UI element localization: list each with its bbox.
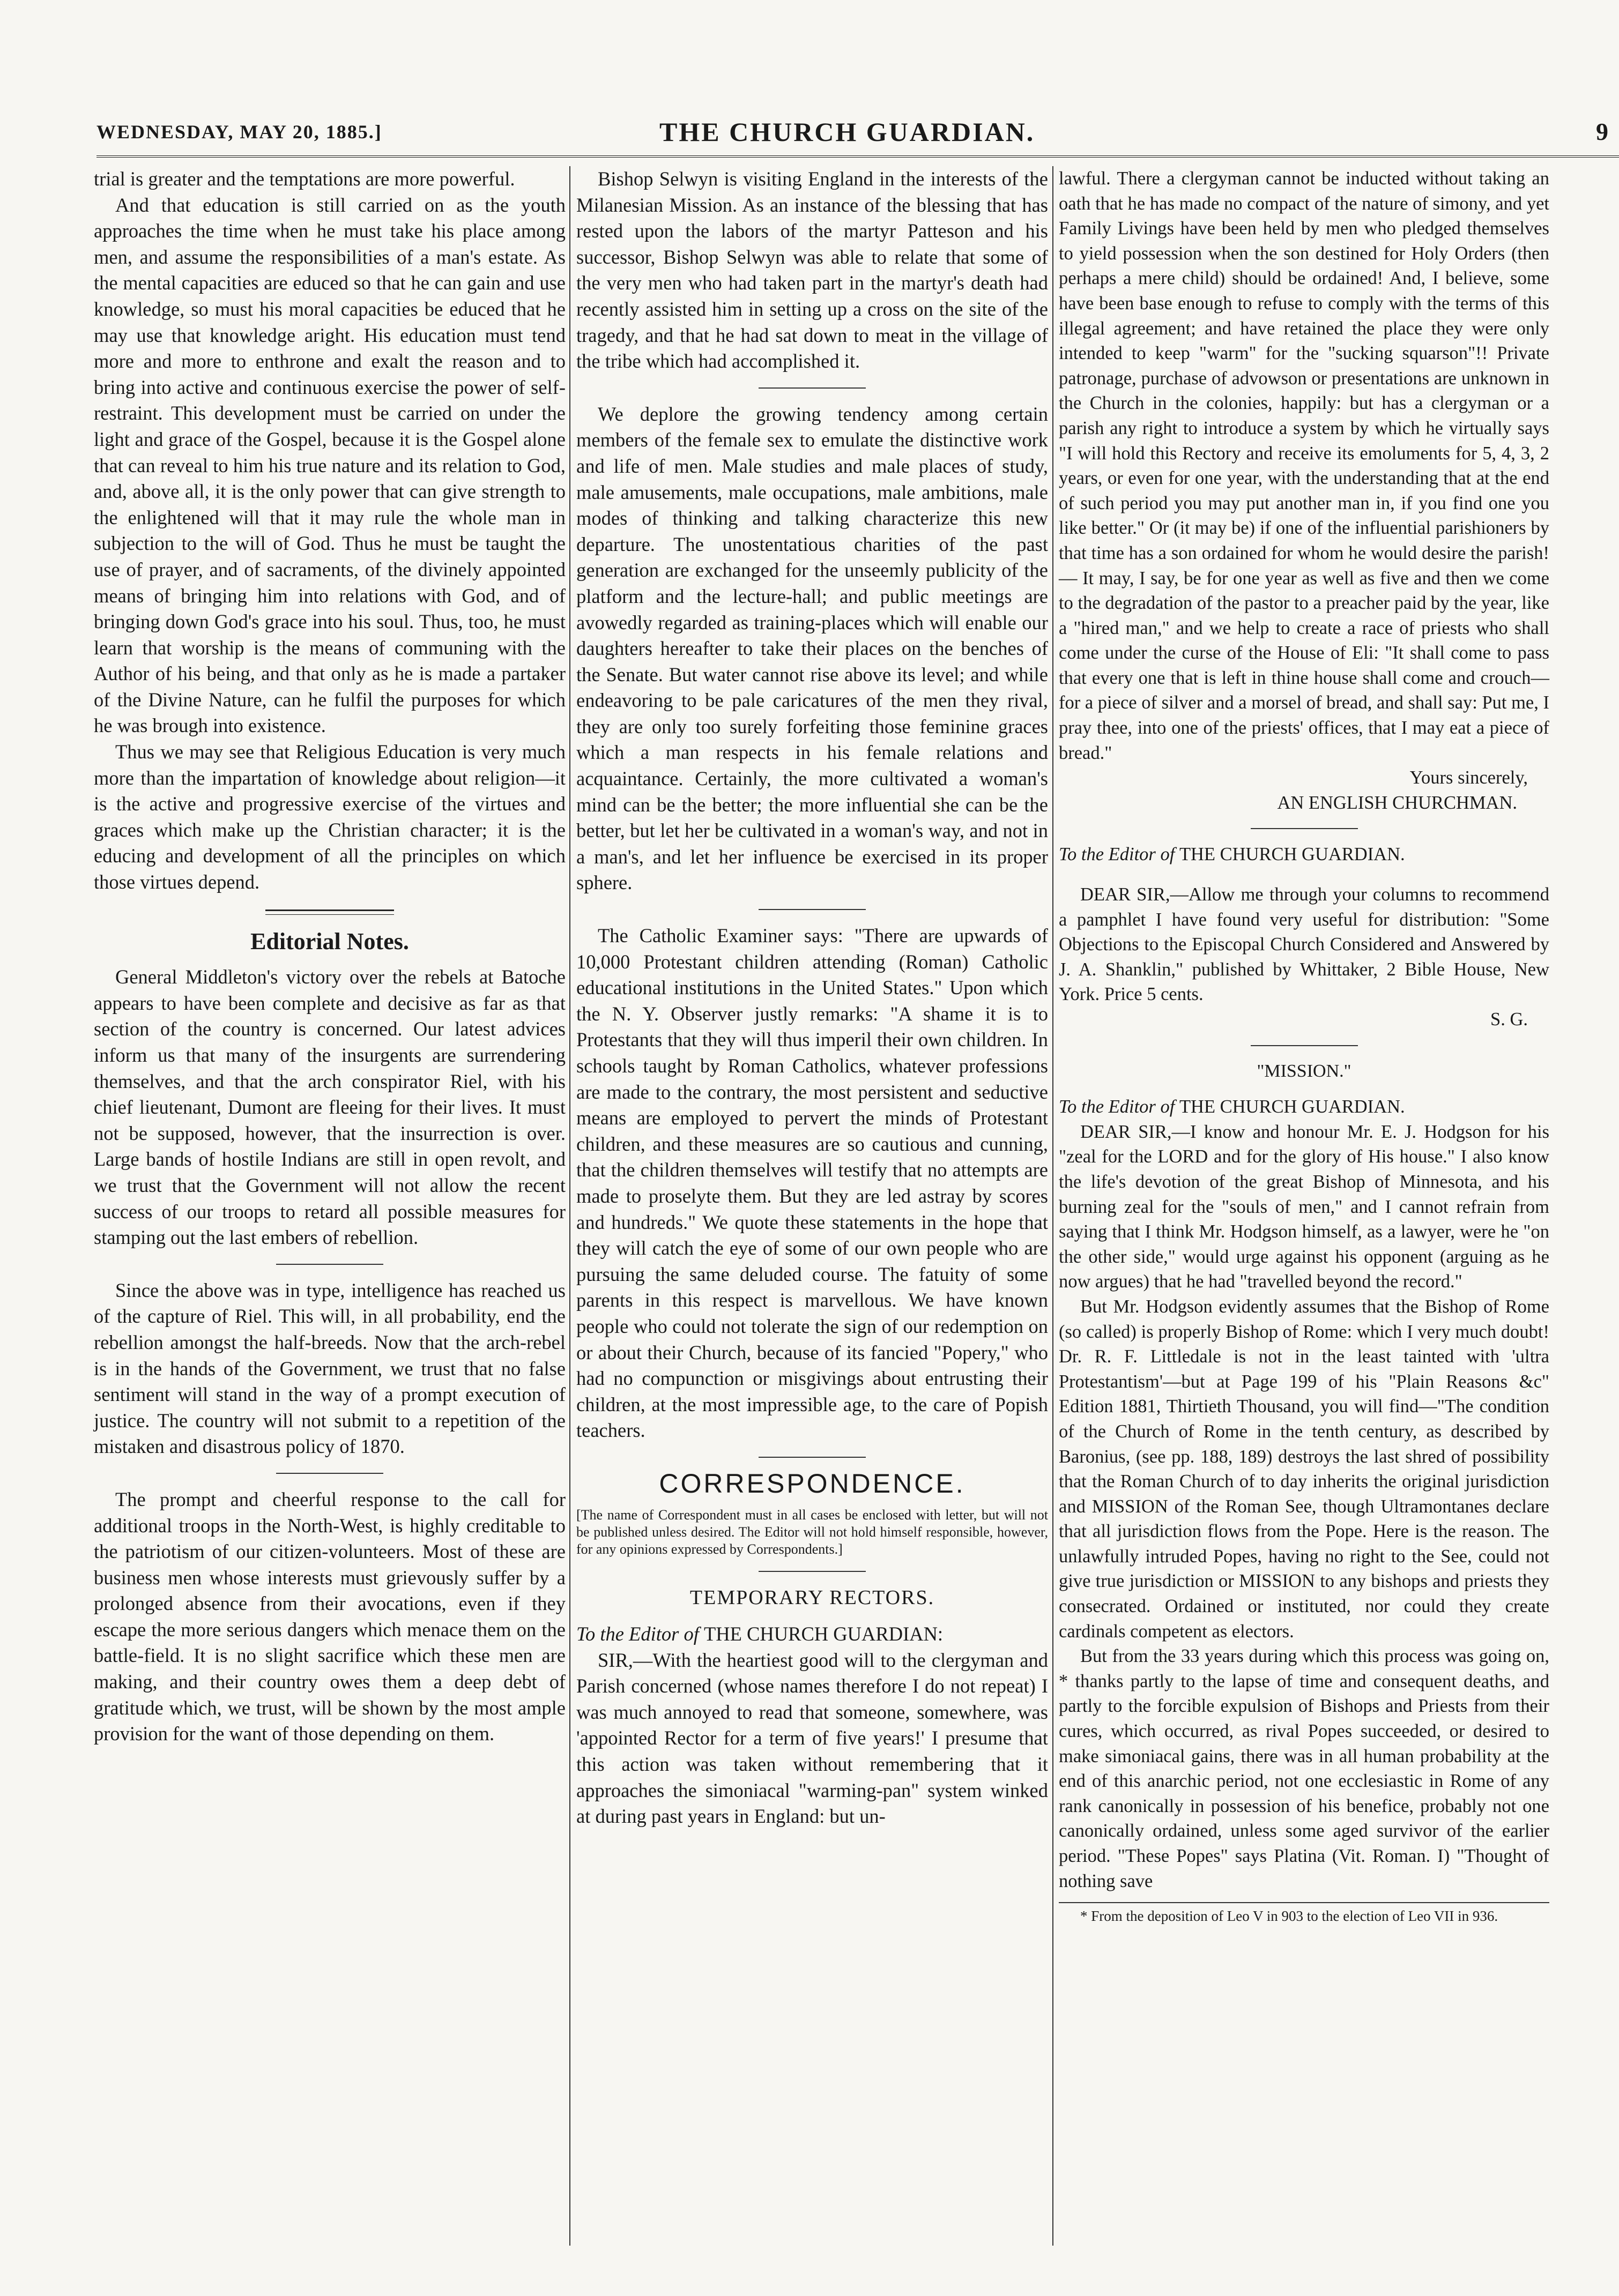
masthead bbox=[96, 115, 1619, 158]
paragraph: DEAR SIR,—Allow me through your columns to recommend a pamphlet I have found very useful for distribution: "Some Objections to the Episcopal Church Considered and Answered by J. A. Shanklin," published by Whittaker, 2 Bible House, New York. Price 5 cents. bbox=[1059, 884, 1549, 1005]
paragraph: We deplore the growing tendency among certain members of the female sex to emulate the distinctive work and life of men. Male studies and male places of study, male amusements, male occupations, male ambitions, male modes of thinking and talking characterize this new departure. The unostentatious charities of the past generation are exchanged for the unseemly publicity of the platform and the lecture-hall; and public meetings are avowedly regarded as training-places which will enable our daughters hereafter to take their places on the benches of the Senate. But water cannot rise above its level; and while endeavoring to be pale caricatures of the men they rival, they are only too surely forfeiting those feminine graces which a man respects in his female relations and acquaintance. Certainly, the more cultivated a woman's mind can be the better; the more influential she can be the better, but let her be cultivated in a woman's way, and not in a man's, and let her influence be exercised in its proper sphere. bbox=[576, 402, 1048, 894]
item-divider bbox=[276, 1264, 383, 1265]
item-divider bbox=[1251, 1045, 1358, 1046]
issue-date: WEDNESDAY, MAY 20, 1885.] bbox=[96, 121, 382, 143]
paragraph: Since the above was in type, intelligence has reached us of the capture of Riel. This will, in all probability, end the rebellion amongst the half-breeds. Now that the arch-rebel is in the hands of the Government, we trust that no false sentiment will stand in the way of a prompt execution of justice. The country will not submit to a repetition of the mistaken and disastrous policy of 1870. bbox=[94, 1279, 566, 1458]
item-divider bbox=[759, 1457, 866, 1458]
footnote: * From the deposition of Leo V in 903 to the election of Leo VII in 936. bbox=[1080, 1908, 1498, 1925]
column-1 bbox=[94, 166, 566, 2246]
letter-salutation-line bbox=[1059, 1094, 1549, 1120]
section-rule bbox=[265, 910, 394, 915]
section-heading-correspondence: CORRESPONDENCE. bbox=[659, 1468, 966, 1499]
letter-salutation-line bbox=[576, 1621, 1048, 1648]
letter-signoff: Yours sincerely, bbox=[1409, 767, 1528, 788]
item-divider bbox=[276, 1473, 383, 1474]
letter-salutation-line bbox=[1059, 842, 1549, 867]
paragraph: DEAR SIR,—I know and honour Mr. E. J. Hodgson for his "zeal for the LORD and for the glory of His house." I also know the life's devotion of the great Bishop of Minnesota, and his burning zeal for the "souls of men," and I cannot refrain from saying that I think Mr. Hodgson himself, as a lawyer, were he "on the other side," would urge against his opponent (arguing as he now argues) that he had "travelled beyond the record." bbox=[1059, 1121, 1549, 1292]
section-heading-editorial-notes: Editorial Notes. bbox=[250, 928, 409, 955]
column-divider bbox=[569, 166, 570, 2246]
item-divider bbox=[759, 909, 866, 910]
paper-name: THE CHURCH GUARDIAN: bbox=[703, 1623, 944, 1645]
letter-signature: S. G. bbox=[1490, 1009, 1528, 1030]
paragraph: lawful. There a clergyman cannot be inducted without taking an oath that he has made no compact of the nature of simony, and yet Family Livings have been held by men who pledged themselves to yield possession when the son destined for Holy Orders (then perhaps a mere child) should be ordained! And, I believe, some have been base enough to refuse to comply with the terms of this illegal agreement; and have retained the place they were only intended to keep "warm" for the "sucking squarson"!! Private patronage, purchase of advowson or presentations are unknown in the Church in the colonies, happily: but has a clergyman or a parish any right to introduce a system by which he virtually says "I will hold this Rectory and receive its emoluments for 5, 4, 3, 2 years, or even for one year, with the understanding that at the end of such period you may put another man in, if you find one you like better." Or (it may be) if one of the influential parishioners by that time has a son ordained for whom he would desire the parish!— It may, I say, be for one year as well as five and then we come to the degradation of the pastor to a preacher paid by the year, like a "hired man," and we help to create a race of priests who shall come under the curse of the House of Eli: "It shall come to pass that every one that is left in thine house shall come and crouch—for a piece of silver and a morsel of bread, and shall say: Put me, I pray thee, into one of the priests' offices, that I may eat a piece of bread." bbox=[1059, 168, 1549, 763]
paragraph: SIR,—With the heartiest good will to the clergyman and Parish concerned (whose names therefore I do not repeat) I was much annoyed to read that someone, somewhere, was 'appointed Rector for a term of five years!' I presume that this action was taken without remembering that it approaches the simoniacal "warming-pan" system winked at during past years in England: but un- bbox=[576, 1649, 1048, 1828]
column-divider bbox=[1052, 166, 1053, 2246]
newspaper-title: THE CHURCH GUARDIAN. bbox=[659, 117, 1035, 147]
item-divider bbox=[1251, 828, 1358, 829]
to-editor-label: To the Editor of bbox=[1059, 1097, 1175, 1117]
correspondence-note: [The name of Correspondent must in all cases be enclosed with letter, but will not be published unless desired. The Editor will not hold himself responsible, however, for any opinions expressed by Correspondents.] bbox=[576, 1507, 1048, 1557]
paper-name: THE CHURCH GUARDIAN. bbox=[1179, 1097, 1405, 1117]
paragraph: But Mr. Hodgson evidently assumes that the Bishop of Rome (so called) is properly Bishop of Rome: which I very much doubt! Dr. R. F. Littledale is not in the least tainted with 'ultra Protestantism'—but at Page 199 of his "Plain Reasons &c" Edition 1881, Thirtieth Thousand, you will find—"The condition of the Church of Rome in the tenth century, as described by Baronius, (see pp. 188, 189) destroys the last shred of possibility that the Roman Church of to day inherits the original jurisdiction and MISSION of the Roman See, though Ultramontanes declare that all jurisdiction flows from the Pope. Here is the reason. The unlawfully intruded Popes, having no right to the See, could not give true jurisdiction or MISSION to any bishops and priests they consecrated. Ordained or instituted, nor could they create cardinals competent as electors. bbox=[1059, 1296, 1549, 1642]
paragraph: Bishop Selwyn is visiting England in the interests of the Milanesian Mission. As an instance of the blessing that has rested upon the labors of the martyr Patteson and his successor, Bishop Selwyn was able to relate that some of the very men who had taken part in the martyr's death had recently assisted him in setting up a cross on the site of the tragedy, and that he had sat down to meat in the village of the tribe which had accomplished it. bbox=[576, 168, 1048, 372]
item-divider bbox=[759, 1571, 866, 1572]
letter-heading-mission: "MISSION." bbox=[1257, 1061, 1351, 1081]
paragraph: Thus we may see that Religious Education is very much more than the impartation of knowledge about religion—it is the active and progressive exercise of the virtues and graces which make up the Christian character; it is the educing and development of all the principles on which those virtues depend. bbox=[94, 741, 566, 893]
item-divider bbox=[759, 387, 866, 389]
column-3 bbox=[1059, 166, 1549, 2246]
paragraph: The Catholic Examiner says: "There are upwards of 10,000 Protestant children attending (Roman) Catholic educational institutions in the United States." Upon which the N. Y. Observer justly remarks: "A shame it is to Protestants that they will thus imperil their own children. In schools taught by Roman Catholics, whatever professions are made to the contrary, the most persistent and seductive means are employed to pervert the minds of Protestant children, and these measures are so cautious and cunning, that the children themselves will testify that no attempts are made to proselyte them. But they are led astray by scores and hundreds." We quote these statements in the hope that they will catch the eye of some of our own people who are pursuing the same deluded course. The fatuity of some parents in this respect is marvellous. We have known people who could not tolerate the sign of our redemption on or about their Church, because of its fancied "Popery," who had no compunction or misgivings about entrusting their children, at the most impressible age, to the care of Popish teachers. bbox=[576, 925, 1048, 1442]
paragraph: The prompt and cheerful response to the call for additional troops in the North-West, is highly creditable to the patriotism of our citizen-volunteers. Most of these are business men whose interests must grievously suffer by a prolonged absence from their avocations, even if they escape the more serious dangers which menace them on the battle-field. It is no slight sacrifice which these men are making, and their country owes them a deep debt of gratitude which, we trust, will be shown by the most ample provision for the want of those depending on them. bbox=[94, 1488, 566, 1745]
letter-heading-temporary-rectors: TEMPORARY RECTORS. bbox=[689, 1586, 935, 1609]
column-2 bbox=[576, 166, 1048, 2246]
page-number: 9 bbox=[1596, 118, 1608, 145]
paragraph: And that education is still carried on as the youth approaches the time when he must take his place among men, and assume the responsibilities of a man's estate. As the mental capacities are educed so that he can gain and use knowledge, so must his moral capacities be educed that he may use that knowledge aright. His education must tend more and more to enthrone and exalt the reason and to bring into active and continuous exercise the power of self-restraint. This development must be carried on under the light and grace of the Gospel, because it is the Gospel alone that can reveal to him his true nature and its relation to God, and, above all, it is the only power that can give strength to the enlightened will that it may rule the whole man in subjection to the will of God. Thus he must be taught the use of prayer, and of sacraments, of the divinely appointed means of bringing him into relations with God, and of bringing down God's grace into his soul. Thus, too, he must learn that worship is the means of communing with the Author of his being, and that only as he is made a partaker of the Divine Nature, can he fulfil the purposes for which he was brough into existence. bbox=[94, 193, 566, 737]
letter-signature: AN ENGLISH CHURCHMAN. bbox=[1277, 792, 1517, 813]
to-editor-label: To the Editor of bbox=[576, 1623, 699, 1645]
paragraph: trial is greater and the temptations are more powerful. bbox=[94, 168, 515, 190]
paragraph: General Middleton's victory over the rebels at Batoche appears to have been complete and decisive as far as that section of the country is concerned. Our latest advices inform us that many of the insurgents are surrendering themselves, and that the arch conspirator Riel, with his chief lieutenant, Dumont are fleeing for their lives. It must not be supposed, however, that the insurrection is over. Large bands of hostile Indians are still in open revolt, and we trust that the Government will not allow the recent success of our troops to retard all possible measures for stamping out the last embers of rebellion. bbox=[94, 966, 566, 1249]
footnote-rule bbox=[1059, 1902, 1549, 1903]
to-editor-label: To the Editor of bbox=[1059, 844, 1175, 865]
paper-name: THE CHURCH GUARDIAN. bbox=[1179, 844, 1405, 865]
paragraph: But from the 33 years during which this process was going on, * thanks partly to the lapse of time and consequent deaths, and partly to the forcible expulsion of Bishops and Priests from their cures, which occurred, as rival Popes succeeded, or desired to make simoniacal gains, there was in all human probability at the end of this anarchic period, not one ecclesiastic in Rome of any rank canonically in possession of his benefice, probably not one canonically ordained, unless some aged survivor of the earlier period. "These Popes" says Platina (Vit. Roman. I) "Thought of nothing save bbox=[1059, 1646, 1549, 1891]
